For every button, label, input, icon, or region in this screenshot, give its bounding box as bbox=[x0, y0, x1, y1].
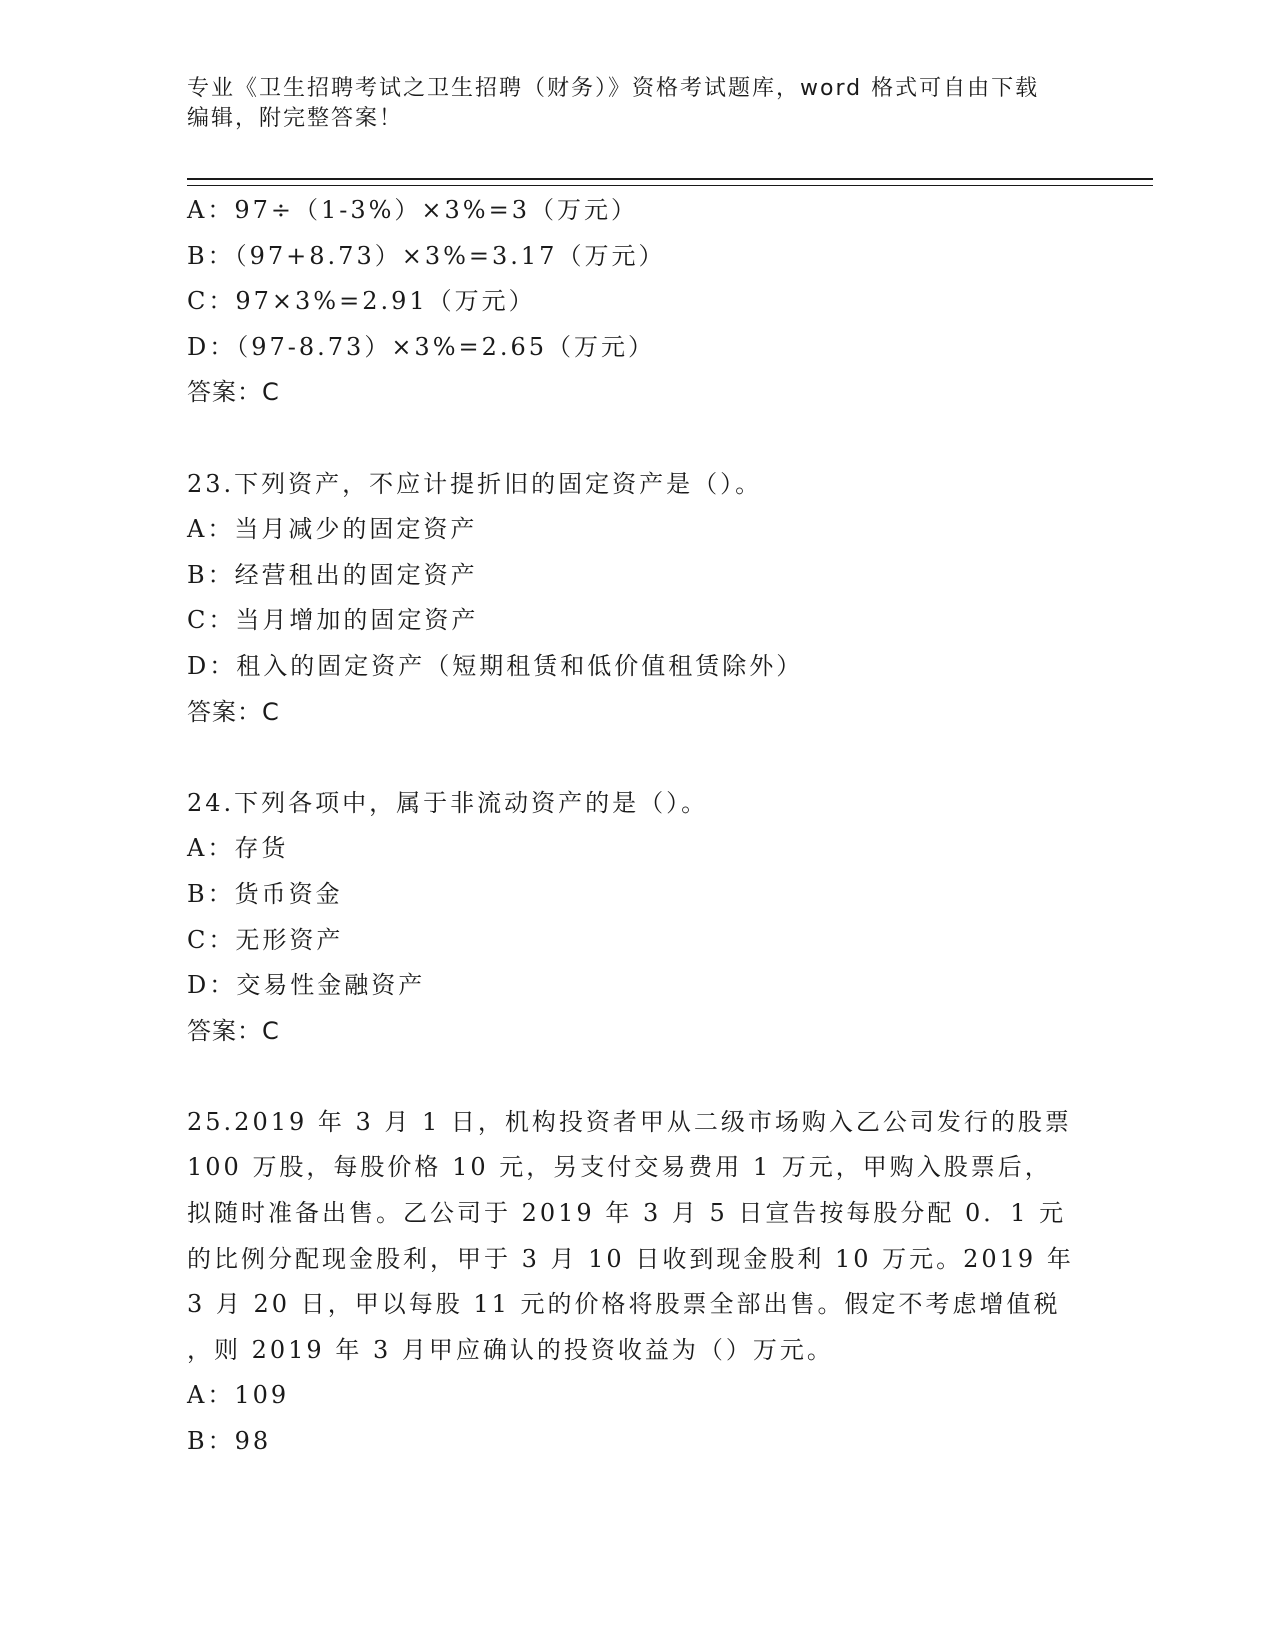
spacer bbox=[187, 735, 1087, 781]
page-header bbox=[187, 74, 1087, 134]
option-b: B：货币资金 bbox=[187, 879, 343, 908]
option-b: B：经营租出的固定资产 bbox=[187, 560, 478, 589]
answer: 答案：C bbox=[187, 697, 280, 726]
question-stem: 23.下列资产，不应计提折旧的固定资产是（）。 bbox=[187, 469, 763, 498]
question-stem-line: 25.2019 年 3 月 1 日，机构投资者甲从二级市场购入乙公司发行的股票 bbox=[187, 1107, 1072, 1136]
question-25 bbox=[187, 1100, 1087, 1465]
option-a: A：存货 bbox=[187, 834, 289, 863]
question-24 bbox=[187, 781, 1087, 1055]
header-line-2: 编辑，附完整答案！ bbox=[187, 106, 404, 131]
header-line-1: 专业《卫生招聘考试之卫生招聘（财务）》资格考试题库，word 格式可自由下载 bbox=[187, 76, 1040, 101]
question-stem: 24.下列各项中，属于非流动资产的是（）。 bbox=[187, 788, 709, 817]
spacer bbox=[187, 1054, 1087, 1100]
answer: 答案：C bbox=[187, 378, 280, 407]
spacer bbox=[187, 416, 1087, 462]
option-b: B：（97+8.73）×3%=3.17（万元） bbox=[187, 241, 666, 270]
option-a: A：97÷（1-3%）×3%=3（万元） bbox=[187, 196, 638, 224]
question-stem-line: 100 万股，每股价格 10 元，另支付交易费用 1 万元，甲购入股票后， bbox=[187, 1153, 1052, 1182]
option-d: D：交易性金融资产 bbox=[187, 971, 426, 1000]
option-d: D：租入的固定资产（短期租赁和低价值租赁除外） bbox=[187, 651, 804, 680]
question-22 bbox=[187, 188, 1087, 416]
question-stem-line: 的比例分配现金股利，甲于 3 月 10 日收到现金股利 10 万元。2019 年 bbox=[187, 1244, 1074, 1273]
option-c: C：无形资产 bbox=[187, 925, 344, 954]
option-a: A：109 bbox=[187, 1381, 290, 1410]
option-a: A：当月减少的固定资产 bbox=[187, 515, 478, 544]
question-23 bbox=[187, 462, 1087, 736]
question-stem-line: 3 月 20 日，甲以每股 11 元的价格将股票全部出售。假定不考虑增值税 bbox=[187, 1290, 1061, 1319]
document-body bbox=[187, 188, 1087, 1465]
header-rule bbox=[187, 178, 1153, 186]
option-c: C：97×3%=2.91（万元） bbox=[187, 287, 536, 316]
option-b: B：98 bbox=[187, 1427, 272, 1456]
question-stem-line: ，则 2019 年 3 月甲应确认的投资收益为（）万元。 bbox=[187, 1335, 834, 1364]
option-c: C：当月增加的固定资产 bbox=[187, 606, 479, 635]
answer: 答案：C bbox=[187, 1016, 280, 1045]
question-stem-line: 拟随时准备出售。乙公司于 2019 年 3 月 5 日宣告按每股分配 0．1 元 bbox=[187, 1199, 1067, 1228]
option-d: D：（97-8.73）×3%=2.65（万元） bbox=[187, 332, 656, 361]
